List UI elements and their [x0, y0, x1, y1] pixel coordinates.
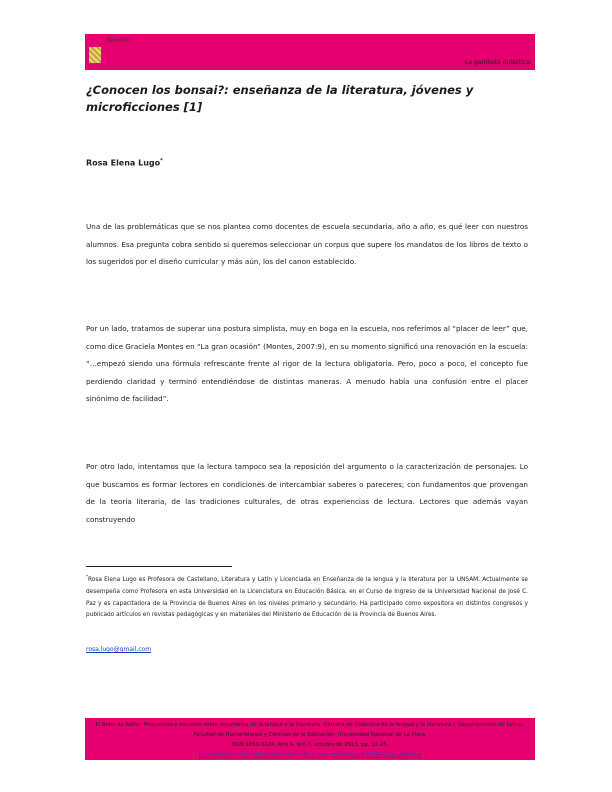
journal-logo-icon — [89, 47, 101, 63]
footer-issn: ISSN 1853-3124. Año 4, Nro 7, octubre de 2013. pp. 12-25. — [231, 742, 389, 748]
section-label: Sección — [107, 37, 131, 44]
author-footnote-mark[interactable]: * — [160, 158, 163, 164]
author-name — [86, 158, 163, 168]
paragraph-text: Por un lado, tratamos de superar una postura simplista, muy en boga en la escuela, nos referimos al “placer de leer” que, como dice Graciela Montes en “La gran ocasión” (Montes, 2007:9), en su momento significó una renovación en la escuela: “…empezó siendo una fórmula refrescante frente al rigor de la lectura obligatoria. Pero, poco a poco, el concepto fue perdiendo claridad y terminó entendiéndose de distintas maneras. A menudo había una confusión entre el placer sinónimo de facilidad”. — [86, 324, 528, 404]
section-name: La gambeta didáctica — [465, 59, 530, 66]
footer-citation — [89, 720, 531, 760]
article-title: ¿Conocen los bonsai?: enseñanza de la literatura, jóvenes y microficciones [1] — [86, 83, 474, 114]
author-email-link[interactable]: rosa.lugo@gmail.com — [86, 646, 152, 653]
footnote-mark: * — [86, 574, 88, 579]
paragraph-2 — [86, 320, 528, 408]
paragraph-1 — [86, 218, 528, 271]
footer-url-link[interactable]: http://www.elbobodeastier.fahce.unlp.edu.ar/numeros/numero-7/LOD-Lugo.pdf/view — [198, 752, 422, 758]
footer-citation-line1: El Bobo de Astier. Propuestas y estudios sobre enseñanza de la lengua y la literatura. Cátedra de Didáctica de la lengua y la literatura I. Departamento de Letras. Facultad de Humanidades y Ciencias de la Educación. Universidad Nacional de La Plata. — [95, 722, 525, 738]
paragraph-3 — [86, 458, 528, 528]
paragraph-text: Una de las problemáticas que se nos plantea como docentes de escuela secundaria, año a año, es qué leer con nuestros alumnos. Esa pregunta cobra sentido si queremos seleccionar un corpus que supere los mandatos de los libros de texto o los sugeridos por el diseño curricular y más aún, los del canon establecido. — [86, 222, 528, 267]
paragraph-text: Por otro lado, intentamos que la lectura tampoco sea la reposición del argumento o la caracterización de personajes. Lo que buscamos es formar lectores en condiciones de intercambiar saberes o pareceres; con fundamentos que provengan de la teoría literaria, de las tradiciones culturales, de otras experiencias de lectura. Lectores que además vayan construyendo — [86, 462, 528, 524]
footnote — [86, 571, 528, 622]
author-name-text: Rosa Elena Lugo — [86, 158, 161, 168]
footnote-text: Rosa Elena Lugo es Profesora de Castellano, Literatura y Latín y Licenciada en Enseñanza de la lengua y la literatura por la UNSAM. Actualmente se desempeña como Profesora en esta Universidad en la Licenciatura en Educación Básica, en el Curso de Ingreso de la Universidad Nacional de José C. Paz y es capacitadora de la Provincia de Buenos Aires en los niveles primario y secundario. Ha participado como expositora en distintos congresos y publicado artículos en revistas pedagógicas y en materiales del Ministerio de Educación de la Provincia de Buenos Aires. — [86, 576, 528, 619]
footnote-divider — [86, 566, 232, 567]
